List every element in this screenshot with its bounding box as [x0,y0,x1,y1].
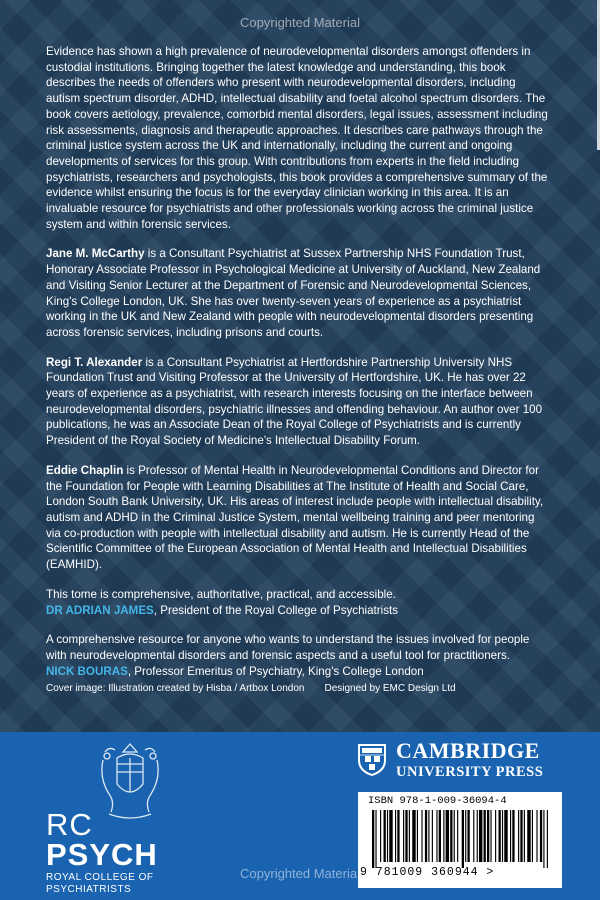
endorsement-quote [46,587,552,618]
barcode-bar [372,810,374,868]
barcode-bar [487,810,489,862]
barcode-bar [462,810,464,868]
isbn-label: ISBN 978-1-009-36094-4 [368,795,507,807]
barcode-bar [450,810,452,862]
author-bio-text: is a Consultant Psychiatrist at Hertfordshire Partnership University NHS Foundation Trust and Visiting Professor at the University of Hertfordshire, UK. He has over 22 years of experience as a psychiatrist, with research interests focusing on the interface between neurodevelopmental disorders, psychiatric illnesses and offending behaviour. An author over 100 publications, he was an Associate Dean of the Royal College of Psychiatrists and is currently President of the Royal Society of Medicine's Intellectual Disability Forum. [46,355,543,448]
barcode-bar [454,810,455,862]
barcode-bar [540,810,542,862]
quote-affiliation: , Professor Emeritus of Psychiatry, King's College London [127,664,424,678]
author-bio-text: is a Consultant Psychiatrist at Sussex Partnership NHS Foundation Trust, Honorary Associate Professor in Psychological Medicine at University of Auckland, New Zealand and Visiting Senior Lecturer at the Department of Forensic and Neurodevelopmental Sciences, King's College London, UK. She has over twenty-seven years of experience as a psychiatrist working in the UK and New Zealand with people with neurodevelopmental disorders presenting across forensic services, including prisons and courts. [46,247,541,339]
barcode-bar [412,810,415,862]
watermark-top: Copyrighted Material [240,15,360,30]
barcode-bar [479,810,482,862]
barcode-bar [375,810,376,868]
endorsement-quote [46,632,552,679]
barcode-bar [520,810,522,862]
barcode-bar [421,810,422,862]
cover-image-credit: Cover image: Illustration created by Hisba / Artbox London [46,683,305,694]
barcode-bar [473,810,474,862]
credits-line [46,683,552,694]
author-bio [46,355,552,449]
author-name: Regi T. Alexander [46,355,143,369]
barcode-bar [432,810,433,862]
barcode-bar [543,810,544,868]
quote-text: A comprehensive resource for anyone who wants to understand the issues involved for people with neurodevelopmental disorders and forensic aspects and a useful tool for practitioners. [46,633,530,662]
barcode-bar [436,810,437,862]
barcode-bar [417,810,418,862]
barcode-bar [502,810,503,862]
barcode-bar [428,810,429,862]
barcode-bars [366,810,554,868]
barcode-bar [499,810,501,862]
barcode-bar [484,810,486,862]
rcpsych-subtitle-line1: ROYAL COLLEGE OF [46,872,154,883]
barcode-bar [518,810,519,862]
author-bio [46,246,552,340]
barcode-bar [384,810,386,862]
barcode-bar [524,810,525,862]
book-blurb: Evidence has shown a high prevalence of neurodevelopmental disorders amongst offenders in custodial institutions. Bringing together the latest knowledge and understanding, this book describes the needs of offenders who present with neurodevelopmental disorders, including autism spectrum disorder, ADHD, intellectual disability and foetal alcohol spectrum disorders. The book covers aetiology, prevalence, comorbid mental disorders, legal issues, assessment including risk assessments, diagnosis and therapeutic approaches. It describes care pathways through the criminal justice system across the UK and internationally, including the current and ongoing developments of services for this group. With contributions from experts in the field including psychiatrists, researchers and psychologists, this book provides a comprehensive summary of the evidence whilst ensuring the focus is for the everyday clinician working in this area. It is an invaluable resource for psychiatrists and other professionals working across the criminal justice system and within forensic services. [46,45,548,231]
barcode-bar [504,810,507,862]
barcode-bar [380,810,381,862]
author-bio [46,463,552,573]
publisher-name: CAMBRIDGE [396,738,540,763]
barcode-bar [395,810,396,862]
quote-text: This tome is comprehensive, authoritative, practical, and accessible. [46,587,396,601]
barcode-bar [490,810,491,862]
barcode-bar [405,810,407,862]
barcode-digits: 9 781009 360944 > [360,866,495,879]
barcode-bar [532,810,533,862]
rcpsych-logo-rc: RC [46,807,93,842]
barcode-bar [527,810,530,862]
author-bio-text: is Professor of Mental Health in Neurodevelopmental Conditions and Director for the Foundation for People with Learning Disabilities at The Institute of Health and Social Care, London South Bank University, UK. His areas of interest include people with intellectual disability, autism and ADHD in the Criminal Justice System, mental wellbeing training and peer mentoring via co-production with people with intellectual disability and autism. He is currently Head of the Scientific Committee of the European Association of Mental Health and Intellectual Disabilities (EAMHID). [46,463,544,572]
barcode-bar [403,810,404,862]
barcode-bar [439,810,441,862]
barcode-bar [510,810,511,862]
barcode-bar [425,810,427,862]
barcode-bar [389,810,392,862]
barcode-bar [467,810,469,862]
barcode-bar [547,810,548,868]
author-name: Eddie Chaplin [46,463,124,477]
text-column [46,44,552,693]
barcode-bar [387,810,388,862]
barcode-bar [512,810,514,862]
cambridge-shield-icon [356,742,388,778]
publisher-press: UNIVERSITY PRESS [396,764,544,780]
watermark-bottom: Copyrighted Material [240,866,360,881]
rcpsych-logo-psych: PSYCH [46,837,158,872]
quote-author: NICK BOURAS [46,664,128,678]
barcode-bar [409,810,410,862]
design-credit: Designed by EMC Design Ltd [324,683,456,694]
author-name: Jane M. McCarthy [46,247,145,261]
barcode-bar [536,810,537,862]
barcode-bar [477,810,478,862]
barcode-bar [495,810,496,862]
rcpsych-subtitle-line2: PSYCHIATRISTS [46,884,132,895]
quote-affiliation: , President of the Royal College of Psychiatrists [153,603,399,617]
barcode-bar [397,810,399,862]
barcode-bar [465,810,466,862]
quote-author: DR ADRIAN JAMES [46,603,154,617]
barcode-bar [443,810,444,862]
barcode-bar [446,810,449,862]
rcpsych-crest-icon [95,738,165,822]
barcode-bar [457,810,458,862]
